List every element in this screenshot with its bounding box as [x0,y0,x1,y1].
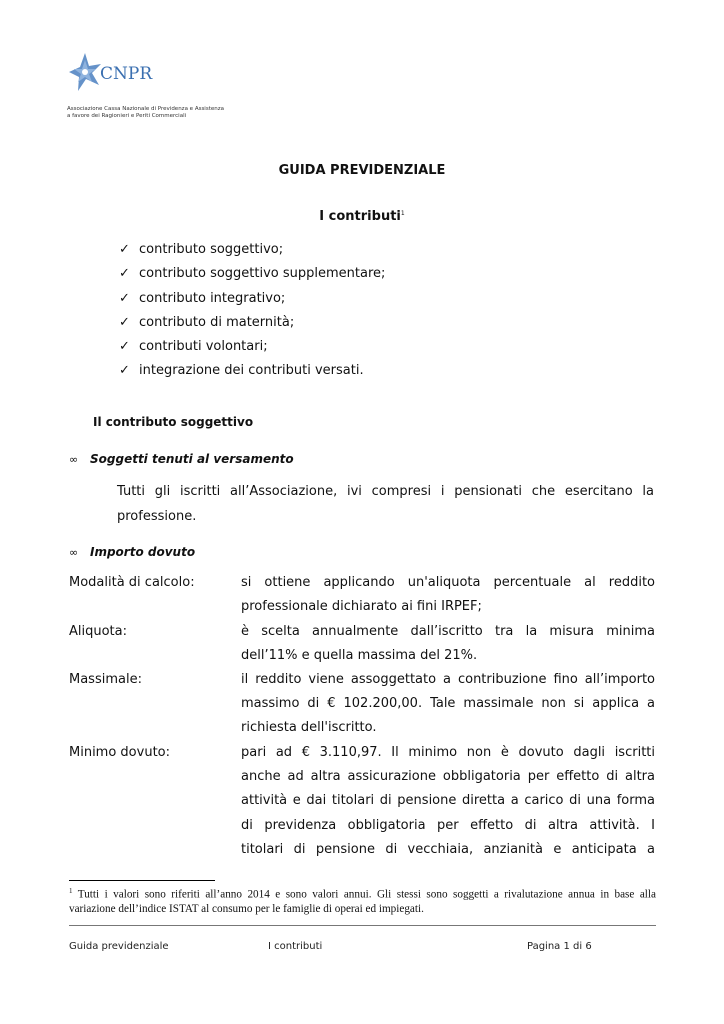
association-name [67,106,224,120]
section-title: Il contributo soggettivo [93,415,254,429]
row-label-maximum: Massimale: [69,672,142,687]
footnote-number: 1 [69,887,73,895]
infinity-bullet-icon: ∞ [69,546,79,559]
page-title: GUIDA PREVIDENZIALE [278,163,446,178]
checkmark-icon: ✓ [119,266,130,282]
logo-text: CNPR [100,64,153,84]
paragraph-line: Tutti gli iscritti all’Associazione, ivi compresi i pensionati che esercitano la [117,484,654,499]
row-text-maximum: il reddito viene assoggettato a contribuzione fino all’importo massimo di € 102.200,00. Tale massimale non si applica a richiesta dell'iscritto. [241,672,655,736]
list-item: ✓ integrazione dei contributi versati. [119,359,385,383]
footer-left: Guida previdenziale [69,941,169,952]
paragraph-line: professione. [117,508,197,524]
list-item: ✓ contributo soggettivo; [119,238,385,262]
infinity-bullet-icon: ∞ [69,453,79,466]
list-item: ✓ contributo di maternità; [119,311,385,335]
checkmark-icon: ✓ [119,242,130,257]
row-label-rate: Aliquota: [69,624,128,639]
row-label-minimum: Minimo dovuto: [69,745,170,760]
checkmark-icon: ✓ [119,363,130,379]
row-label-calculation: Modalità di calcolo: [69,575,195,590]
section-heading [0,209,724,224]
row-text-minimum: pari ad € 3.110,97. Il minimo non è dovuto dagli iscritti anche ad altra assicurazione obbligatoria per effetto di altra attività e dai titolari di pensione diretta a carico di una forma di previdenza obbligatoria per effetto di altra attività. I titolari di pensione di vecchiaia, anzianità e anticipata a [241,745,655,857]
bullet-heading-subjects: ∞ Soggetti tenuti al versamento [69,452,294,466]
subtitle-text: I contributi [319,209,401,224]
checkmark-icon: ✓ [119,290,130,306]
association-line-2: a favore dei Ragionieri e Periti Commerciali [67,113,187,119]
footer-divider [69,925,656,926]
footnote: $^1$ Tutti i valori sono riferiti all’anno 2014 e sono valori annui. Gli stessi sono soggetti a rivalutazione annua in base alla variazione dell’indice ISTAT al consumo per le famiglie di operai ed impiegati. [69,887,656,915]
footnote-ref: 1 [400,210,405,217]
bullet-heading-amount: ∞ Importo dovuto [69,545,196,559]
contributions-checklist [119,238,385,384]
row-text-rate: è scelta annualmente dall’iscritto tra la misura minima dell’11% e quella massima del 21%. [241,624,655,664]
row-text-calculation: si ottiene applicando un'aliquota percentuale al reddito professionale dichiarato ai fini IRPEF; [241,575,655,615]
star-emblem-icon [68,52,102,92]
list-item: ✓ contributo integrativo; [119,287,385,311]
list-item: ✓ contributi volontari; [119,335,385,359]
footer-page-number: Pagina 1 di 6 [527,941,592,952]
checkmark-icon: ✓ [119,314,130,330]
list-item: ✓ contributo soggettivo supplementare; [119,262,385,286]
footer-center: I contributi [268,941,323,952]
footnote-divider [69,880,215,881]
association-line-1: Associazione Cassa Nazionale di Previdenza e Assistenza [67,106,224,112]
checkmark-icon: ✓ [119,339,130,355]
paragraph-subjects [117,480,654,529]
cnpr-logo [68,52,168,94]
